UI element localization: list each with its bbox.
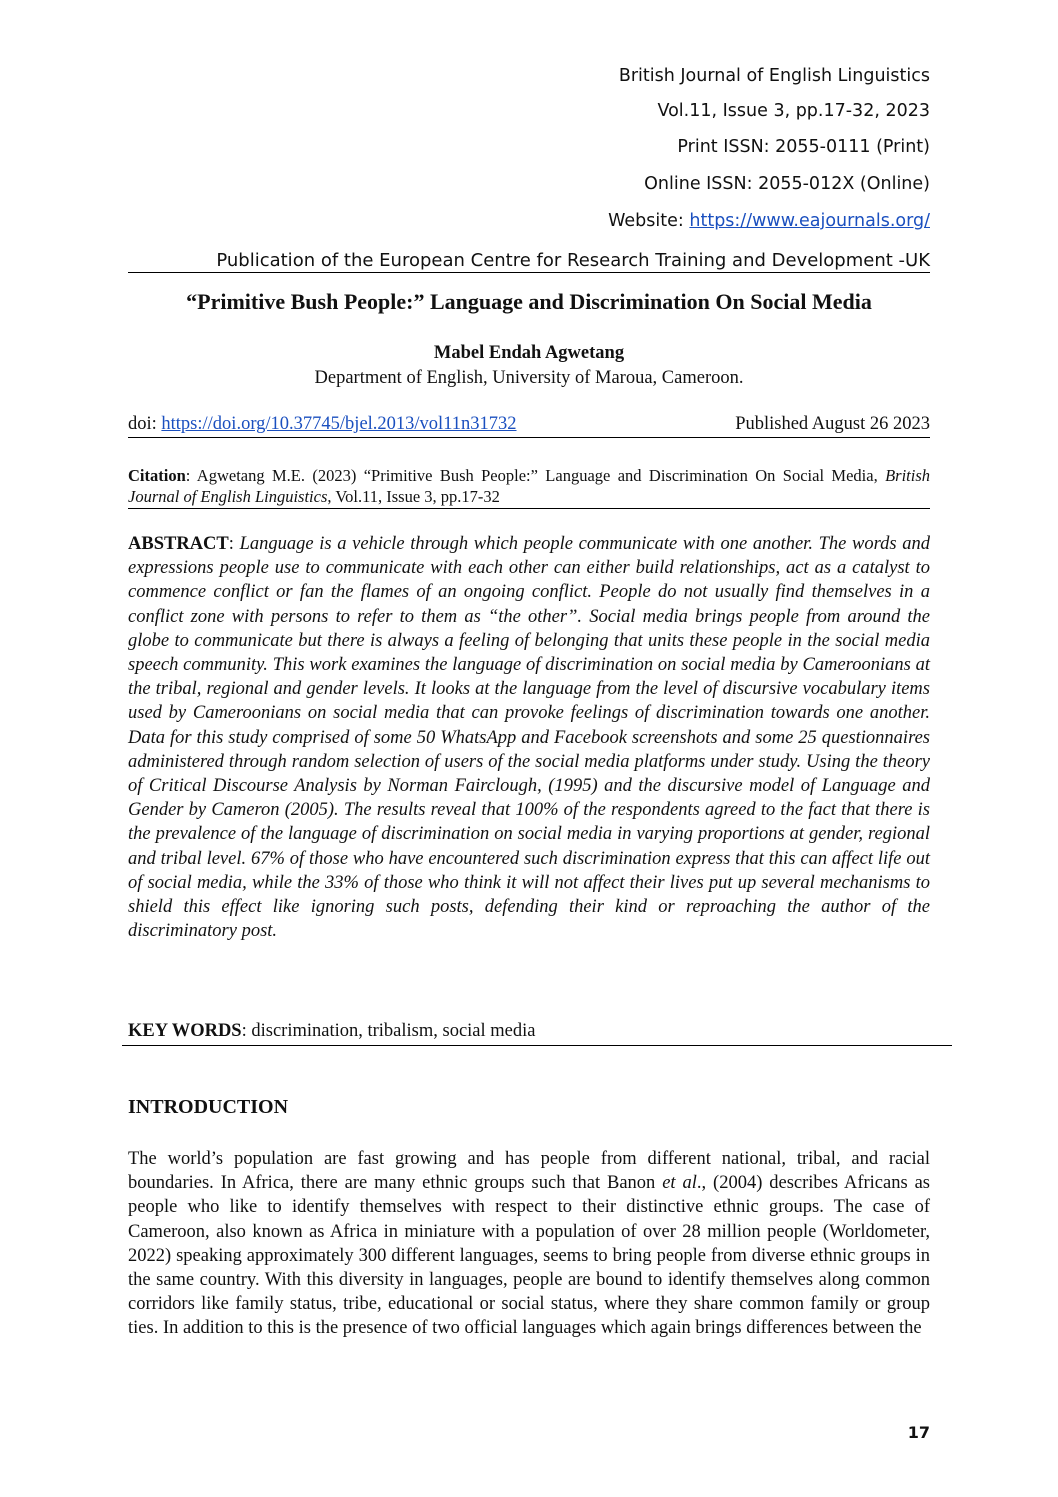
abstract-sep: : [228, 534, 240, 554]
doi-divider [128, 437, 930, 438]
volume-info: Vol.11, Issue 3, pp.17-32, 2023 [657, 101, 930, 121]
citation [128, 465, 930, 507]
intro-etal: et al [662, 1173, 697, 1194]
doi-link[interactable]: https://doi.org/10.37745/bjel.2013/vol11n31732 [161, 414, 517, 434]
introduction-paragraph [128, 1147, 930, 1341]
abstract [128, 532, 930, 943]
article-title: “Primitive Bush People:” Language and Discrimination On Social Media [186, 289, 872, 314]
website-label: Website: [608, 211, 690, 231]
abstract-text: Language is a vehicle through which people communicate with one another. The words and expressions people use to communicate with each other can either build relationships, act as a catalyst to commence conflict or fan the flames of an ongoing conflict. People do not usually find themselves in a conflict zone with persons to refer to them as “the other”. Social media brings people from around the globe to communicate but there is always a feeling of belonging that units these people in the social media speech community. This work examines the language of discrimination on social media by Cameroonians at the tribal, regional and gender levels. It looks at the language from the level of discursive vocabulary items used by Cameroonians on social media that can provoke feelings of discrimination towards one another. Data for this study comprised of some 50 WhatsApp and Facebook screenshots and some 25 questionnaires administered through random selection of users of the social media platforms under study. Using the theory of Critical Discourse Analysis by Norman Fairclough, (1995) and the discursive model of Language and Gender by Cameron (2005). The results reveal that 100% of the respondents agreed to the fact that there is the prevalence of the language of discrimination on social media in varying proportions at gender, regional and tribal level. 67% of those who have encountered such discrimination express that this can affect life out of social media, while the 33% of those who think it will not affect their lives put up several mechanisms to shield this effect like ignoring such posts, defending their kind or reproaching the author of the discriminatory post. [128, 534, 930, 942]
citation-label: Citation [128, 466, 186, 485]
doi [128, 414, 517, 435]
citation-divider [128, 508, 930, 509]
author-affiliation: Department of English, University of Maroua, Cameroon. [314, 368, 744, 388]
intro-text-1: The world’s population are fast growing and has people from different national, tribal, and racial boundaries. In Africa, there are many ethnic groups such that Banon [128, 1149, 930, 1194]
citation-tail: , Vol.11, Issue 3, pp.17-32 [327, 487, 500, 506]
journal-name: British Journal of English Linguistics [618, 66, 930, 86]
published-date: Published August 26 2023 [735, 414, 930, 434]
keywords-label: KEY WORDS [128, 1021, 242, 1041]
website-line [608, 211, 930, 231]
publisher-line: Publication of the European Centre for Research Training and Development -UK [216, 250, 930, 271]
doi-row [128, 414, 930, 435]
website-link[interactable]: https://www.eajournals.org/ [689, 211, 930, 231]
citation-journal: British Journal of English Linguistics [128, 466, 930, 506]
citation-text: : Agwetang M.E. (2023) “Primitive Bush People:” Language and Discrimination On Social Media, [185, 466, 886, 485]
intro-text-2: ., (2004) describes Africans as people who like to identify themselves with respect to their distinctive ethnic groups. The case of Cameroon, also known as Africa in miniature with a population of over 28 million people (Worldometer, 2022) speaking approximately 300 different languages, seems to bring people from diverse ethnic groups in the same country. With this diversity in languages, people are bound to identify themselves along common corridors like family status, tribe, educational or social status, where they share common family or group ties. In addition to this is the presence of two official languages which again brings differences between the [128, 1173, 930, 1339]
author-name: Mabel Endah Agwetang [433, 343, 625, 363]
keywords-text: discrimination, tribalism, social media [251, 1021, 536, 1041]
abstract-label: ABSTRACT [128, 534, 229, 554]
page-number: 17 [907, 1423, 930, 1442]
online-issn: Online ISSN: 2055-012X (Online) [644, 174, 930, 194]
keywords [128, 1021, 930, 1042]
doi-label: doi: [128, 414, 162, 434]
print-issn: Print ISSN: 2055-0111 (Print) [677, 137, 930, 157]
header-divider [128, 272, 930, 273]
keywords-divider [122, 1045, 952, 1046]
keywords-sep: : [241, 1021, 252, 1041]
section-heading-introduction: INTRODUCTION [128, 1096, 289, 1118]
